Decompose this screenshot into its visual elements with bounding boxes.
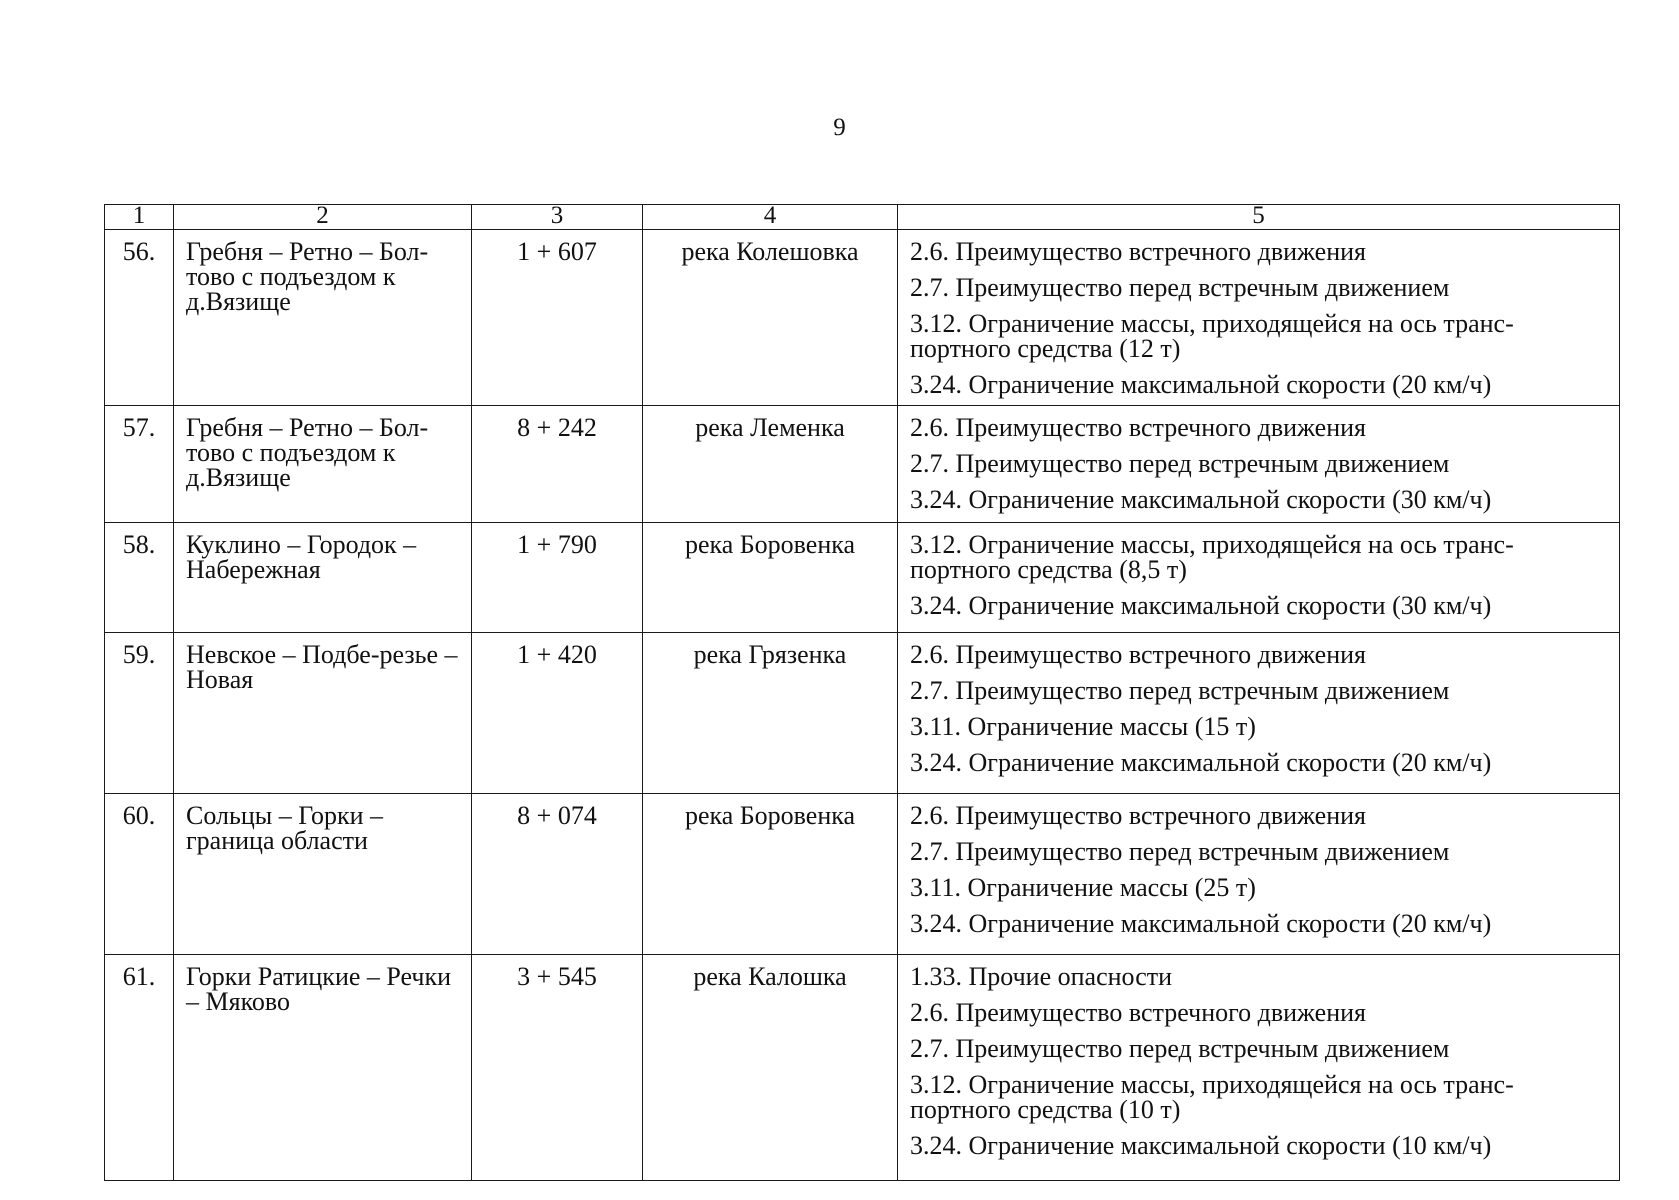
- sign-item: 3.12. Ограничение массы, приходящейся на ось транс-портного средства (12 т): [910, 309, 1514, 363]
- kilometer-mark: 3 + 545: [472, 955, 643, 1181]
- sign-item: 3.24. Ограничение максимальной скорости (20 км/ч): [910, 909, 1492, 938]
- sign-item: 3.12. Ограничение массы, приходящейся на ось транс-портного средства (8,5 т): [910, 530, 1514, 584]
- sign-item: 3.24. Ограничение максимальной скорости (20 км/ч): [910, 370, 1492, 399]
- table-row: [105, 955, 1620, 1181]
- sign-item: 2.7. Преимущество перед встречным движением: [910, 273, 1450, 302]
- road-name: Горки Ратицкие – Речки – Мяково: [174, 955, 472, 1181]
- crossing-object: река Калошка: [643, 955, 898, 1181]
- row-number: 59.: [105, 633, 174, 794]
- page-number: 9: [833, 114, 846, 141]
- sign-item: 3.11. Ограничение массы (15 т): [910, 712, 1256, 741]
- road-name: Куклино – Городок – Набережная: [174, 523, 472, 633]
- crossing-object: река Леменка: [643, 406, 898, 523]
- sign-item: 2.6. Преимущество встречного движения: [910, 413, 1367, 442]
- signs-cell: [898, 633, 1620, 794]
- sign-item: 2.7. Преимущество перед встречным движением: [910, 676, 1450, 705]
- kilometer-mark: 1 + 790: [472, 523, 643, 633]
- crossing-object: река Колешовка: [643, 230, 898, 406]
- crossing-object: река Боровенка: [643, 523, 898, 633]
- kilometer-mark: 1 + 607: [472, 230, 643, 406]
- sign-item: 3.24. Ограничение максимальной скорости (30 км/ч): [910, 591, 1492, 620]
- row-number: 57.: [105, 406, 174, 523]
- column-header-4: 4: [643, 205, 898, 230]
- sign-item: 3.11. Ограничение массы (25 т): [910, 873, 1256, 902]
- kilometer-mark: 8 + 074: [472, 794, 643, 955]
- sign-item: 2.6. Преимущество встречного движения: [910, 640, 1367, 669]
- signs-cell: [898, 955, 1620, 1181]
- table-row: [105, 633, 1620, 794]
- table-row: [105, 230, 1620, 406]
- sign-item: 2.6. Преимущество встречного движения: [910, 237, 1367, 266]
- crossing-object: река Боровенка: [643, 794, 898, 955]
- sign-item: 1.33. Прочие опасности: [910, 962, 1173, 991]
- signs-cell: [898, 523, 1620, 633]
- column-header-5: 5: [898, 205, 1620, 230]
- road-name: Гребня – Ретно – Бол-тово с подъездом к д.Вязище: [174, 230, 472, 406]
- table-header-row: [105, 205, 1620, 230]
- sign-item: 2.6. Преимущество встречного движения: [910, 998, 1367, 1027]
- signs-cell: [898, 406, 1620, 523]
- road-name: Невское – Подбе-резье – Новая: [174, 633, 472, 794]
- road-name: Сольцы – Горки – граница области: [174, 794, 472, 955]
- row-number: 61.: [105, 955, 174, 1181]
- crossing-object: река Грязенка: [643, 633, 898, 794]
- sign-item: 2.7. Преимущество перед встречным движением: [910, 1034, 1450, 1063]
- sign-item: 2.7. Преимущество перед встречным движением: [910, 837, 1450, 866]
- row-number: 60.: [105, 794, 174, 955]
- sign-item: 2.7. Преимущество перед встречным движением: [910, 449, 1450, 478]
- road-signs-table: [104, 204, 1620, 1181]
- signs-cell: [898, 794, 1620, 955]
- sign-item: 3.12. Ограничение массы, приходящейся на ось транс-портного средства (10 т): [910, 1070, 1514, 1124]
- sign-item: 3.24. Ограничение максимальной скорости (10 км/ч): [910, 1131, 1492, 1160]
- column-header-3: 3: [472, 205, 643, 230]
- column-header-2: 2: [174, 205, 472, 230]
- sign-item: 3.24. Ограничение максимальной скорости (20 км/ч): [910, 748, 1492, 777]
- column-header-1: 1: [105, 205, 174, 230]
- table-row: [105, 523, 1620, 633]
- road-name: Гребня – Ретно – Бол-тово с подъездом к д.Вязище: [174, 406, 472, 523]
- signs-cell: [898, 230, 1620, 406]
- table-row: [105, 406, 1620, 523]
- row-number: 58.: [105, 523, 174, 633]
- row-number: 56.: [105, 230, 174, 406]
- sign-item: 3.24. Ограничение максимальной скорости (30 км/ч): [910, 485, 1492, 514]
- kilometer-mark: 1 + 420: [472, 633, 643, 794]
- table-row: [105, 794, 1620, 955]
- kilometer-mark: 8 + 242: [472, 406, 643, 523]
- sign-item: 2.6. Преимущество встречного движения: [910, 801, 1367, 830]
